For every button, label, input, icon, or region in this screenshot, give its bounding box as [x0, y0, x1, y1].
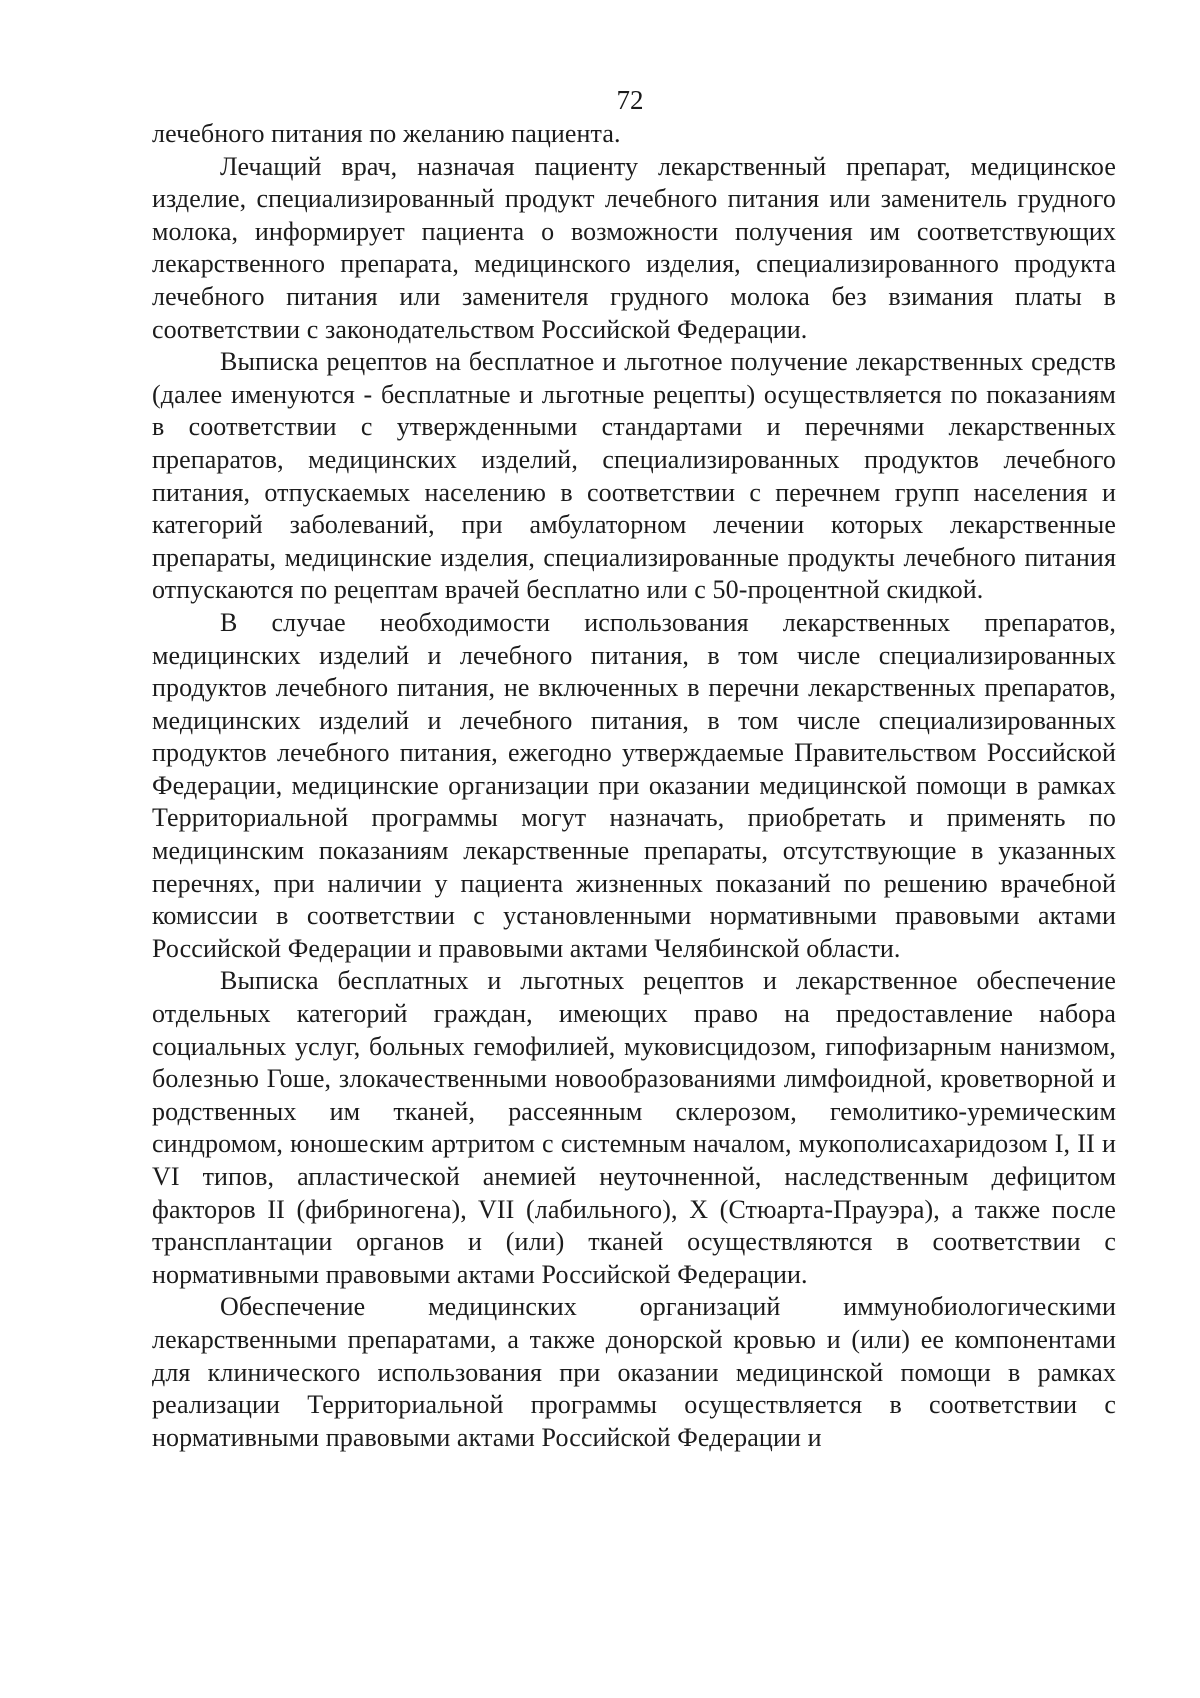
paragraph-special-categories: Выписка бесплатных и льготных рецептов и лекарственное обеспечение отдельных категорий граждан, имеющих право на предоставление набора социальных услуг, больных гемофилией, муковисцидозом, гипофизарным нанизмом, болезнью Гоше, злокачественными новообразованиями лимфоидной, кроветворной и родственных им тканей, рассеянным склерозом, гемолитико-уремическим синдромом, юношеским артритом с системным началом, мукополисахаридозом I, II и VI типов, апластической анемией неуточненной, наследственным дефицитом факторов II (фибриногена), VII (лабильного), X (Стюарта-Прауэра), а также после трансплантации органов и (или) тканей осуществляются в соответствии с нормативными правовыми актами Российской Федерации. [152, 966, 1116, 1289]
page-number: 72 [616, 85, 644, 115]
paragraph-attending-physician: Лечащий врач, назначая пациенту лекарственный препарат, медицинское изделие, специализированный продукт лечебного питания или заменитель грудного молока, информирует пациента о возможности получения им соответствующих лекарственного препарата, медицинского изделия, специализированного продукта лечебного питания или заменителя грудного молока без взимания платы в соответствии с законодательством Российской Федерации. [152, 151, 1116, 344]
paragraph-unlisted-drugs: В случае необходимости использования лекарственных препаратов, медицинских изделий и лечебного питания, в том числе специализированных продуктов лечебного питания, не включенных в перечни лекарственных препаратов, медицинских изделий и лечебного питания, в том числе специализированных продуктов лечебного питания, ежегодно утверждаемые Правительством Российской Федерации, медицинские организации при оказании медицинской помощи в рамках Территориальной программы могут назначать, приобретать и применять по медицинским показаниям лекарственные препараты, отсутствующие в указанных перечнях, при наличии у пациента жизненных показаний по решению врачебной комиссии в соответствии с установленными нормативными правовыми актами Российской Федерации и правовыми актами Челябинской области. [152, 607, 1116, 963]
paragraph-continuation: лечебного питания по желанию пациента. [152, 119, 621, 148]
document-body [152, 118, 1116, 1454]
paragraph-free-prescriptions: Выписка рецептов на бесплатное и льготное получение лекарственных средств (далее именуются - бесплатные и льготные рецепты) осуществляется по показаниям в соответствии с утвержденными стандартами и перечнями лекарственных препаратов, медицинских изделий, специализированных продуктов лечебного питания, отпускаемых населению в соответствии с перечнем групп населения и категорий заболеваний, при амбулаторном лечении которых лекарственные препараты, медицинские изделия, специализированные продукты лечебного питания отпускаются по рецептам врачей бесплатно или с 50-процентной скидкой. [152, 347, 1116, 605]
paragraph-immunobiological-supply: Обеспечение медицинских организаций иммунобиологическими лекарственными препаратами, а также донорской кровью и (или) ее компонентами для клинического использования при оказании медицинской помощи в рамках реализации Территориальной программы осуществляется в соответствии с нормативными правовыми актами Российской Федерации и [152, 1292, 1116, 1452]
